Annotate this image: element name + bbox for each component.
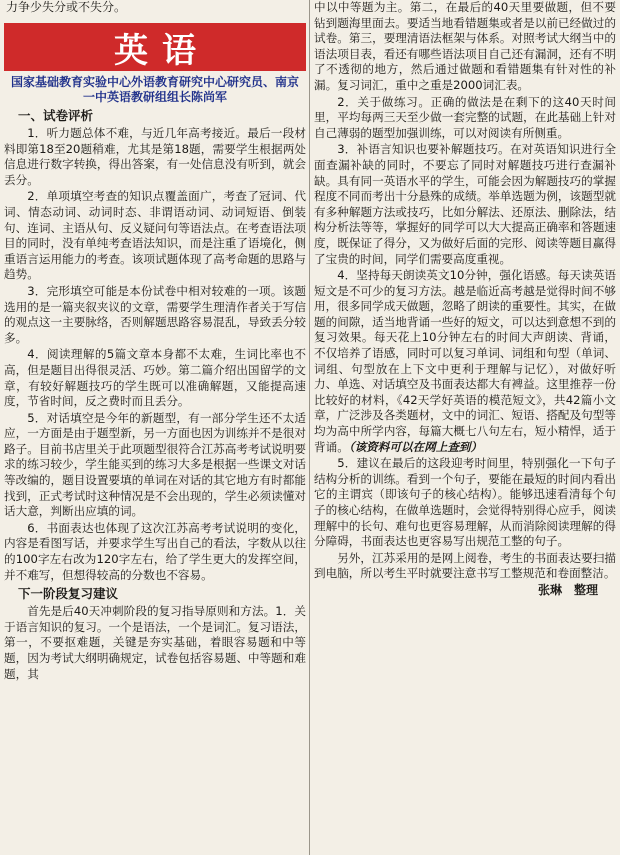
paragraph-writing: 6．书面表达也体现了这次江苏高考考试说明的变化，内容是看图写话，并要求学生写出自己的看法，字数从以往的100字左右改为120字左右，给了学生更大的发挥空间，并不难写，但想得较高的分数也不容易。 xyxy=(4,520,306,582)
paragraph-dialogue-fill: 5．对话填空是今年的新题型，有一部分学生还不太适应，一方面是由于题型新，另一方面也因为训练并不是很对路子。目前书店里关于此项题型很符合江苏高考考试说明要求的练习较少，学生能买到的练习大多是根据一些课文对话等改编的，题目设置要填的单词在对话的其它地方有时都能找到，正式考试时这种情况是不会出现的，学生必须读懂对话大意，判断出应填的词。 xyxy=(4,410,306,519)
paragraph-practice: 2．关于做练习。正确的做法是在剩下的这40天时间里，平均每两三天至少做一套完整的试题，在此基础上针对自己薄弱的题型加强训练，可以对阅读有所侧重。 xyxy=(314,94,616,140)
reading-aloud-text: 4．坚持每天朗读英文10分钟，强化语感。每天读英语短文是不可少的复习方法。越是临近高考越是觉得时间不够用，很多同学成天做题，忽略了朗读的重要性。其实，在做题的间隙，适当地背诵一些好的短文，可以达到意想不到的复习效果。每天花上10分钟左右的时间大声朗读、背诵，不仅培养了语感，同时可以复习单词、词组和句型（单词、词组、句型放在上下文中更利于理解与记忆），对做好听力、单选、对话填空及书面表达都大有裨益。这里推荐一份比较好的材料，《42天学好英语的模范短文》，共42篇小文章，广泛涉及各类题材，文中的词汇、短语、搭配及句型等均为高中所学内容，每篇大概七八句左右，短小精悍，适于背诵。 xyxy=(314,268,616,454)
paragraph-grammar-continued: 中以中等题为主。第二，在最后的40天里要做题，但不要钻到题海里面去。要适当地看错题集或者是以前已经做过的试卷。第三，要理清语法框架与体系。对照考试大纲当中的语法项目表，看还有哪些语法项目自己还有漏洞，还有不明了不透彻的地方，然后通过做题和看错题集有针对性的补漏。复习词汇，重中之重是2000词汇表。 xyxy=(314,0,616,92)
paragraph-review-methods: 首先是后40天冲刺阶段的复习指导原则和方法。1．关于语言知识的复习。一个是语法，一个是词汇。复习语法，第一，不要抠难题，关键是夯实基础，着眼容易题和中等题，因为考试大纲明确规定，试卷包括容易题、中等题和难题，其 xyxy=(4,604,306,681)
reading-aloud-note: （该资料可以在网上查到） xyxy=(348,439,483,454)
paragraph-listening: 1．听力题总体不难，与近几年高考接近。最后一段材料即第18至20题稍难，尤其是第18题，需要学生根据两处信息进行数字转换，得出答案，有一处信息没有听到，就会丢分。 xyxy=(4,126,306,187)
editor-signature: 张琳 整理 xyxy=(537,582,598,597)
paragraph-reading-aloud xyxy=(314,268,616,455)
section-heading-review: 一、试卷评析 xyxy=(18,108,94,123)
section-heading-next-stage: 下一阶段复习建议 xyxy=(18,586,119,602)
author-byline: 国家基础教育实验中心外语教育研究中心研究员、南京一中英语教研组组长陈尚军 xyxy=(10,75,299,104)
paragraph-sentence-structure: 5．建议在最后的这段迎考时间里，特别强化一下句子结构分析的训练。看到一个句子，要能在最短的时间内看出它的主谓宾（即该句子的核心结构）。能够迅速看清每个句子的核心结构，在做单选题时，会觉得特别得心应手，阅读理解中的长句、难句也更容易理解，从而消除阅读理解的得分障碍，书面表达也更容易写出规范工整的句子。 xyxy=(314,456,616,549)
paragraph-online-marking: 另外，江苏采用的是网上阅卷，考生的书面表达要扫描到电脑，所以考生平时就要注意书写工整规范和卷面整洁。 xyxy=(314,550,616,581)
subject-banner xyxy=(4,23,306,71)
paragraph-reading: 4．阅读理解的5篇文章本身都不太难，生词比率也不高，但是题目出得很灵活、巧妙。第二篇介绍出国留学的文章，有较好解题技巧的学生既可以准确解题，又能提高速度，节省时间，反之费时而且丢分。 xyxy=(4,347,306,409)
right-column xyxy=(314,0,616,599)
paragraph-single-choice: 2．单项填空考查的知识点覆盖面广，考查了冠词、代词、情态动词、动词时态、非谓语动词、动词短语、倒装句、连词、主语从句、反义疑问句等语法点。在考查语法项目的同时，没有单纯考查语法知识，而是注重了语境化，侧重语言运用能力的考查。该项试题体现了高考命题的思路与趋势。 xyxy=(4,189,306,282)
paragraph-techniques: 3．补语言知识也要补解题技巧。在对英语知识进行全面查漏补缺的同时，不要忘了同时对解题技巧进行查漏补缺。具有同一英语水平的学生，可能会因为解题技巧的掌握程度不同而考出十分悬殊的成绩。举单选题为例，该题型就有多种解题方法或技巧，比如分解法、还原法、删除法，结构分析法等等，掌握好的同学可以大大提高正确率和答题速度，既保证了得分，又为做好后面的完形、阅读等题目赢得了宝贵的时间，同学们需要高度重视。 xyxy=(314,142,616,266)
paragraph-cloze: 3．完形填空可能是本份试卷中相对较难的一项。该题选用的是一篇夹叙夹议的文章，需要学生理清作者关于写信的观点这一主要脉络，否则解题思路容易混乱，导致丢分较多。 xyxy=(4,283,306,345)
previous-article-fragment: 力争少失分或不失分。 xyxy=(6,0,127,14)
left-column xyxy=(4,0,306,683)
column-divider xyxy=(309,0,310,855)
banner-title: 英语 xyxy=(114,30,210,71)
